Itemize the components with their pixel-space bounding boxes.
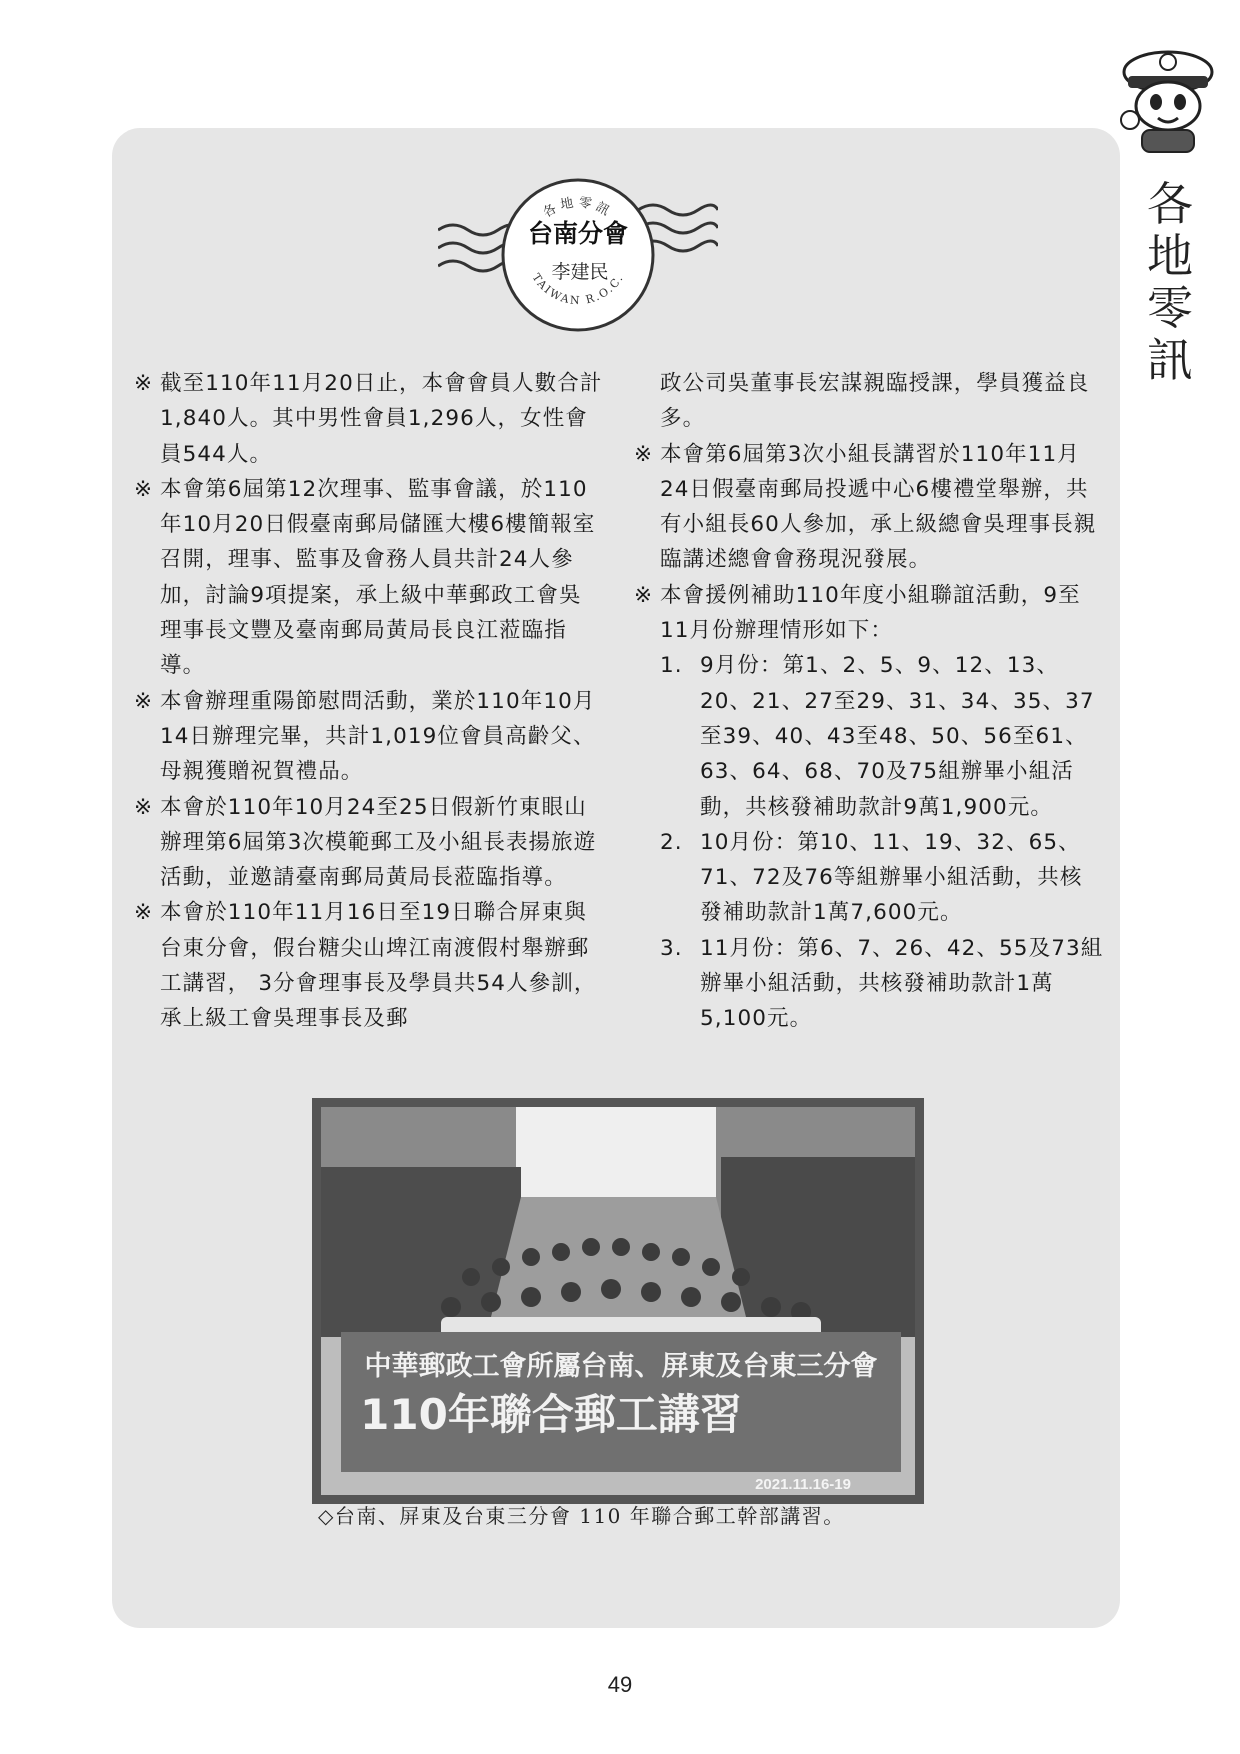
sub-item <box>634 825 1104 931</box>
news-item-text: 本會於110年11月16日至19日聯合屏東與台東分會，假台糖尖山埤江南渡假村舉辦郵工講習， 3分會理事長及學員共54人參訓，承上級工會吳理事長及郵 <box>160 900 597 1032</box>
group-photo-frame <box>312 1098 924 1504</box>
sub-item-text: 9月份：第1、2、5、9、12、13、20、21、27至29、31、34、35、37至39、40、43至48、50、56至61、63、64、68、70及75組辦畢小組活動，共核發補助款計9萬1,900元。 <box>700 653 1095 820</box>
bullet-mark: ※ <box>134 900 154 926</box>
news-item-text: 本會第6屆第3次小組長講習於110年11月24日假臺南郵局投遞中心6樓禮堂舉辦，共有小組長60人參加，承上級總會吳理事長親臨講述總會會務現況發展。 <box>660 441 1097 573</box>
article-column-right <box>634 366 1104 1037</box>
sub-item <box>634 648 1104 824</box>
bullet-mark: ※ <box>134 688 154 714</box>
news-item-continuation: 政公司吳董事長宏謀親臨授課，學員獲益良多。 <box>660 371 1090 432</box>
section-title-char: 地 <box>1147 229 1193 283</box>
news-item <box>134 895 604 1036</box>
bullet-mark: ※ <box>134 476 154 502</box>
news-item <box>134 366 604 472</box>
stamp-author: 李建民 <box>551 261 609 283</box>
sub-item-text: 10月份：第10、11、19、32、65、71、72及76等組辦畢小組活動，共核發補助款計1萬7,600元。 <box>700 829 1083 926</box>
bullet-mark: ※ <box>634 582 654 608</box>
news-item-text: 截至110年11月20日止，本會會員人數合計1,840人。其中男性會員1,296人，女性會員544人。 <box>160 371 603 467</box>
stamp-branch-name: 台南分會 <box>527 219 629 248</box>
page-number: 49 <box>607 1672 633 1697</box>
group-photo <box>321 1107 915 1495</box>
section-title-char: 各 <box>1147 177 1193 231</box>
stamp-top-arc: 各地零訊 <box>540 195 616 222</box>
banner-line-2: 110年聯合郵工講習 <box>360 1390 742 1439</box>
section-title <box>1140 178 1200 386</box>
article-column-left <box>134 366 604 1037</box>
sub-item-text: 11月份：第6、7、26、42、55及73組辦畢小組活動，共核發補助款計1萬5,100元。 <box>700 935 1104 1032</box>
photo-caption: ◇台南、屏東及台東三分會 110 年聯合郵工幹部講習。 <box>318 1504 845 1528</box>
postal-mascot-icon <box>1108 42 1226 160</box>
banner-line-1: 中華郵政工會所屬台南、屏東及台東三分會 <box>364 1351 878 1382</box>
sub-item-number: 3. <box>660 935 683 961</box>
bullet-mark: ※ <box>134 371 154 396</box>
postmark-stamp <box>438 160 718 340</box>
sub-item <box>634 931 1104 1037</box>
news-item <box>134 684 604 790</box>
news-item-text: 本會於110年10月24至25日假新竹東眼山辦理第6屆第3次模範郵工及小組長表揚旅遊活動，並邀請臺南郵局黃局長蒞臨指導。 <box>160 794 597 891</box>
news-item <box>634 578 1104 649</box>
sub-item-number: 2. <box>660 829 683 855</box>
group-photo-image <box>321 1107 915 1495</box>
section-title-char: 訊 <box>1147 333 1193 387</box>
news-item <box>134 790 604 896</box>
section-title-char: 零 <box>1147 281 1193 335</box>
news-item-text: 本會第6屆第12次理事、監事會議，於110年10月20日假臺南郵局儲匯大樓6樓簡報室召開，理事、監事及會務人員共計24人參加，討論9項提案，承上級中華郵政工會吳理事長文豐及臺南郵局黃局長良江蒞臨指導。 <box>160 476 596 679</box>
news-item-text: 本會援例補助110年度小組聯誼活動，9至11月份辦理情形如下： <box>660 582 1081 644</box>
bullet-mark: ※ <box>634 441 654 467</box>
news-item <box>134 472 604 684</box>
bullet-mark: ※ <box>134 794 154 820</box>
stamp-bottom-arc: TAIWAN R.O.C. <box>529 271 627 308</box>
sub-item-number: 1. <box>660 653 683 679</box>
news-item <box>634 437 1104 578</box>
photo-date-stamp: 2021.11.16-19 <box>755 1476 851 1493</box>
news-item-text: 本會辦理重陽節慰問活動，業於110年10月14日辦理完畢，共計1,019位會員高齡父、母親獲贈祝賀禮品。 <box>160 688 596 785</box>
